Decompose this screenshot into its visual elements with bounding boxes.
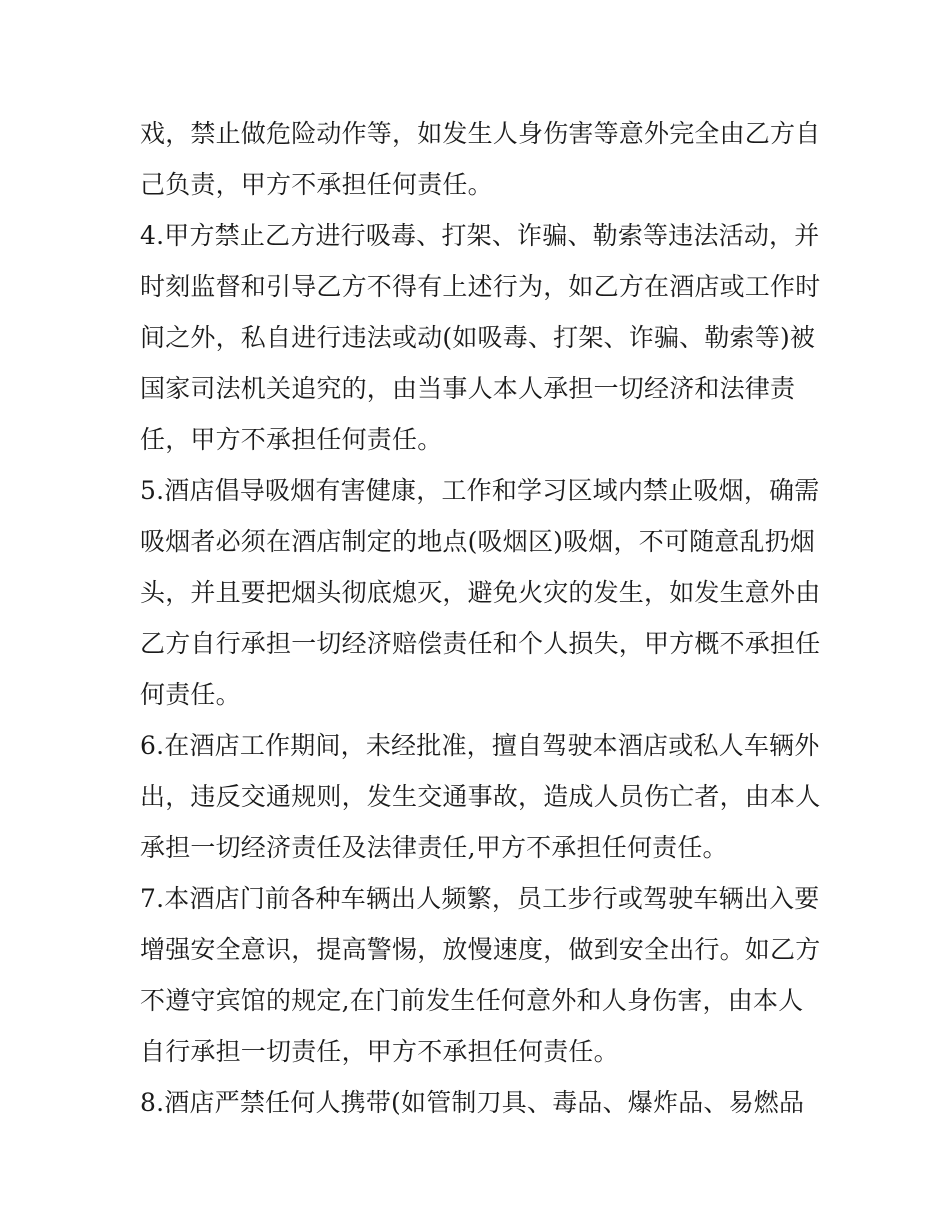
document-body (140, 108, 820, 1128)
text-line: 国家司法机关追究的，由当事人本人承担一切经济和法律责 (140, 374, 796, 403)
clause-5-line: 5.酒店倡导吸烟有害健康，工作和学习区域内禁止吸烟，确需 (140, 476, 820, 505)
text-line: 间之外，私自进行违法或动(如吸毒、打架、诈骗、勒索等)被 (140, 323, 816, 352)
text-line: 吸烟者必须在酒店制定的地点(吸烟区)吸烟，不可随意乱扔烟 (140, 527, 816, 556)
text-line: 头，并且要把烟头彻底熄灭，避免火灾的发生，如发生意外由 (140, 578, 821, 607)
text-line: 出，违反交通规则，发生交通事故，造成人员伤亡者，由本人 (140, 782, 821, 811)
text-line: 自行承担一切责任，甲方不承担任何责任。 (140, 1037, 619, 1066)
text-line: 时刻监督和引导乙方不得有上述行为，如乙方在酒店或工作时 (140, 272, 821, 301)
text-line: 承担一切经济责任及法律责任,甲方不承担任何责任。 (140, 833, 728, 862)
text-line: 不遵守宾馆的规定,在门前发生任何意外和人身伤害，由本人 (140, 986, 804, 1015)
text-line: 戏，禁止做危险动作等，如发生人身伤害等意外完全由乙方自 (140, 119, 821, 148)
text-line: 增强安全意识，提高警惕，放慢速度，做到安全出行。如乙方 (140, 935, 821, 964)
text-line: 己负责，甲方不承担任何责任。 (140, 170, 493, 199)
text-line: 乙方自行承担一切经济赔偿责任和个人损失，甲方概不承担任 (140, 629, 821, 658)
clause-7-line: 7.本酒店门前各种车辆出人频繁，员工步行或驾驶车辆出入要 (140, 884, 820, 913)
clause-8-line: 8.酒店严禁任何人携带(如管制刀具、毒品、爆炸品、易燃品 (140, 1088, 805, 1117)
text-line: 任，甲方不承担任何责任。 (140, 425, 443, 454)
text-line: 何责任。 (140, 680, 241, 709)
clause-4-line: 4.甲方禁止乙方进行吸毒、打架、诈骗、勒索等违法活动，并 (140, 221, 820, 250)
clause-6-line: 6.在酒店工作期间，未经批准，擅自驾驶本酒店或私人车辆外 (140, 731, 820, 760)
